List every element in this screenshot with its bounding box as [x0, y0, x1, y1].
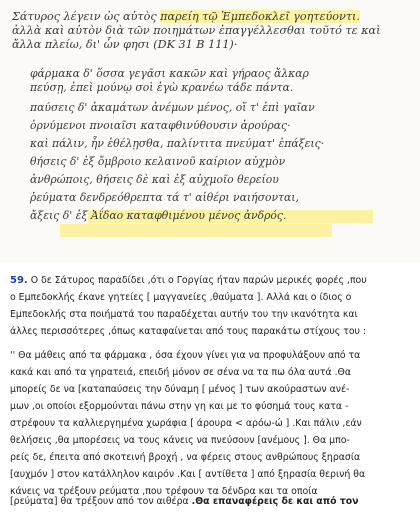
quote-line-7: ρείς δε, έπειτα από σκοτεινή βροχή , να φέρεις στους ανθρώπους ξηρασία	[10, 452, 361, 463]
modern-para-line-1-text: Ο δε Σάτυρος παραδίδει ,ότι ο Γοργίας ήταν παρών μερικές φορές ,που	[27, 275, 367, 286]
greek-verse-6: θήσεις δ' ἐξ ὄμβροιο κελαινοῦ καίριον αὐχμὸν	[30, 155, 286, 168]
quote-line-8: [αυχμόν ] στον κατάλληλον καιρόν .Και [ αντίθετα ] από ξηρασία θερινή θα	[10, 469, 366, 480]
greek-verse-1: φάρμακα δ' ὅσσα γεγᾶσι κακῶν καὶ γήραος ἄλκαρ	[30, 67, 309, 80]
greek-verse-2: πεύσῃ, ἐπεὶ μούνῳ σοὶ ἐγὼ κρανέω τάδε πάντα.	[30, 81, 294, 94]
greek-line-1-highlight: παρείη τῷ Ἐμπεδοκλεῖ γοητεύοντι.	[160, 10, 360, 23]
highlight-verse-9	[60, 224, 332, 237]
greek-verse-7: ἀνθρώποις, θήσεις δὲ καὶ ἐξ αὐχμοῖο θερείου	[30, 173, 279, 186]
quote-bold-tail: .Θα επαναφέρεις δε και από τον	[191, 496, 359, 507]
modern-para-line-3: Εμπεδοκλής στα ποιήματά του παραδέχεται αυτήν του την ικανότητα και	[10, 309, 358, 320]
greek-line-1	[12, 10, 360, 24]
quote-line-4: μων ,οι οποίοι εξορμούνται πάνω στην γη και με το φύσημά τους κατα -	[10, 401, 349, 412]
greek-verse-5: καὶ πάλιν, ἦν ἐθέλῃσθα, παλίντιτα πνεύματ' ἐπάξεις·	[30, 137, 325, 150]
modern-para-line-4: άλλες περισσότερες ,όπως καταφαίνεται από τους παρακάτω στίχους του :	[10, 326, 367, 337]
quote-line-2: κακά και από τα γηρατειά, επειδή μόνον σε σένα να τα πω όλα αυτά .Θα	[10, 367, 352, 378]
quote-line-3: μπορείς δε να [καταπαύσεις την δύναμη [ μένος ] των ακούραστων ανέ-	[10, 384, 350, 395]
greek-line-1-text: Σάτυρος λέγειν ὡς αὐτὸς	[12, 10, 161, 23]
modern-para-line-1	[10, 272, 405, 289]
greek-verse-3: παύσεις δ' ἀκαμάτων ἀνέμων μένος, οἵ τ' ἐπὶ γαῖαν	[30, 101, 315, 114]
paragraph-number: 59.	[10, 275, 28, 286]
quote-line-10	[10, 496, 405, 508]
quote-line-6: θελήσεις ,θα μπορέσεις να τους κάνεις να πνεύσουν [ανέμους ]. Θα μπο-	[10, 435, 350, 446]
greek-verse-4: ὀρνύμενοι πνοιαῖσι καταφθινύθουσιν ἀρούρας·	[30, 119, 291, 132]
quote-line-1: '' Θα μάθεις από τα φάρμακα , όσα έχουν γίνει για να προφυλάξουν από τα	[10, 350, 361, 361]
greek-line-2: ἀλλὰ καὶ αὐτὸν διὰ τῶν ποιημάτων ἐπαγγέλλεσθαι τοῦτό τε καὶ	[12, 24, 381, 37]
greek-line-3: ἄλλα πλείω, δι' ὧν φησι (DK 31 B 111)·	[12, 38, 238, 51]
quote-line-10-text: [ρεύματα] θα τρέξουν από τον αιθέρα	[10, 496, 192, 507]
quote-line-9: κάνεις να τρέξουν ρεύματα ,που τρέφουν τα δένδρα και τα οποία	[10, 486, 318, 497]
modern-para-line-2: ο Εμπεδοκλής έκανε γητείες [ μαγγανείες ,θαύματα ]. Αλλά και ο ίδιος ο	[10, 292, 352, 303]
quote-line-5: στρέφουν τα καλλιεργημένα χωράφια [ άρουρα < αρόω-ώ ] .Και πάλιν ,εάν	[10, 418, 362, 429]
greek-verse-8: ῥεύματα δενδρεόθρεπτα τά τ' αἰθέρι ναιήσονται,	[30, 191, 299, 204]
greek-verse-9: ἄξεις δ' ἐξ Ἀΐδαο καταφθιμένου μένος ἀνδρός.	[30, 209, 287, 222]
